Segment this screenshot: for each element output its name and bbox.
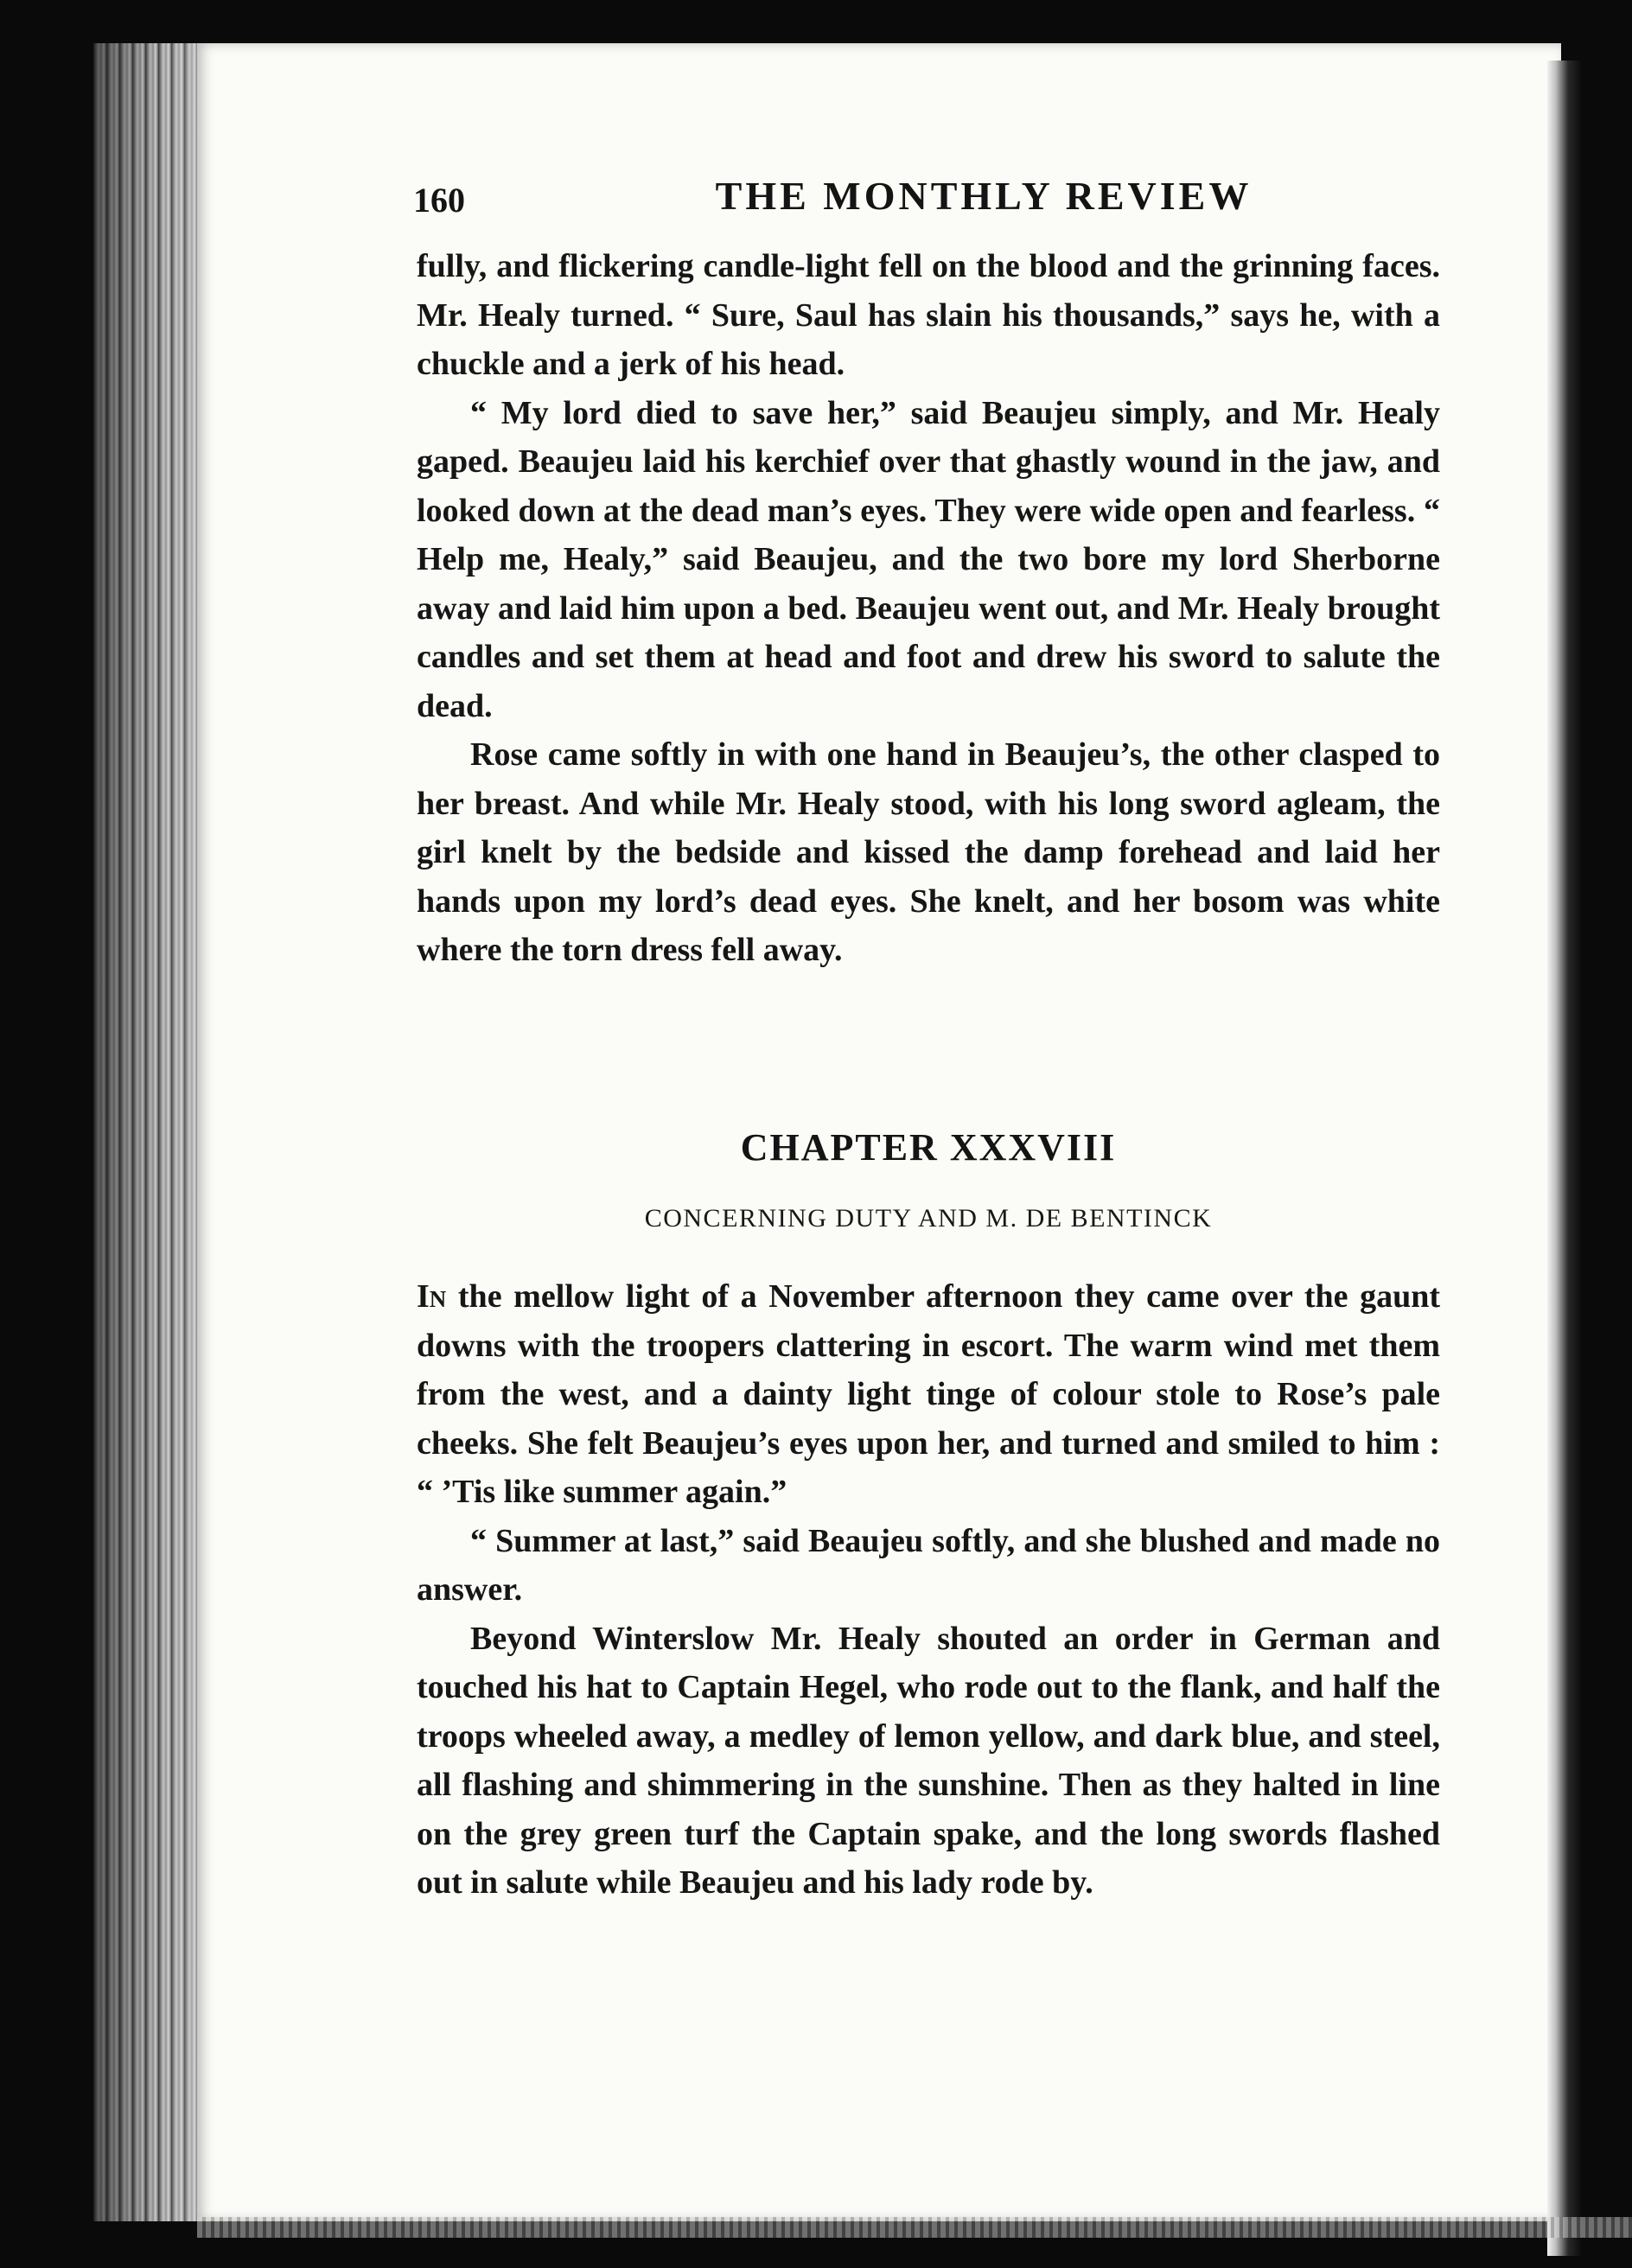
opening-word: In: [417, 1278, 447, 1315]
paragraph: Beyond Winterslow Mr. Healy shouted an order in German and touched his hat to Captain Hegel, who rode out to the flank, and half the troops wheeled away, a medley of lemon yellow, and dark blue, and steel, all flashing and shimmering in the sunshine. Then as they halted in line on the grey green turf the Captain spake, and the long swords flashed out in salute while Beaujeu and his lady rode by.: [417, 1620, 1440, 1901]
paragraph: Rose came softly in with one hand in Beaujeu’s, the other clasped to her breast. And while Mr. Healy stood, with his long sword agleam, the girl knelt by the bedside and kissed the damp forehead and laid her hands upon my lord’s dead eyes. She knelt, and her bosom was white where the torn dress fell away.: [417, 736, 1440, 968]
opening-paragraph-text: the mellow light of a November afternoon they came over the gaunt downs with the troopers clattering in escort. The warm wind met them from the west, and a dainty light tinge of colour stole to Rose’s pale cheeks. She felt Beaujeu’s eyes upon her, and turned and smiled to him : “ ’Tis like summer again.”: [417, 1278, 1440, 1510]
text-after-chapter: [417, 1272, 1440, 1908]
paragraph: “ My lord died to save her,” said Beaujeu simply, and Mr. Healy gaped. Beaujeu laid his kerchief over that ghastly wound in the jaw, and looked down at the dead man’s eyes. They were wide open and fearless. “ Help me, Healy,” said Beaujeu, and the two bore my lord Sherborne away and laid him upon a bed. Beaujeu went out, and Mr. Healy brought candles and set them at head and foot and drew his sword to salute the dead.: [417, 394, 1440, 724]
journal-title: THE MONTHLY REVIEW: [715, 174, 1253, 218]
paragraph: “ Summer at last,” said Beaujeu softly, and she blushed and made no answer.: [417, 1522, 1440, 1608]
chapter-opening-paragraph: [417, 1272, 1440, 1517]
text-before-chapter: [417, 242, 1440, 975]
chapter-heading: CHAPTER XXXVIII: [740, 1126, 1117, 1169]
bottom-page-edge: [197, 2217, 1632, 2238]
right-page-fold: [1547, 61, 1632, 2256]
page-number: 160: [413, 181, 465, 220]
paragraph-continued: fully, and flickering candle-light fell on the blood and the grinning faces. Mr. Healy turned. “ Sure, Saul has slain his thousands,” says he, with a chuckle and a jerk of his head.: [417, 248, 1440, 382]
page-stack-edge: [93, 43, 204, 2221]
running-head: [413, 173, 1442, 233]
chapter-subtitle: CONCERNING DUTY AND M. DE BENTINCK: [644, 1204, 1213, 1233]
